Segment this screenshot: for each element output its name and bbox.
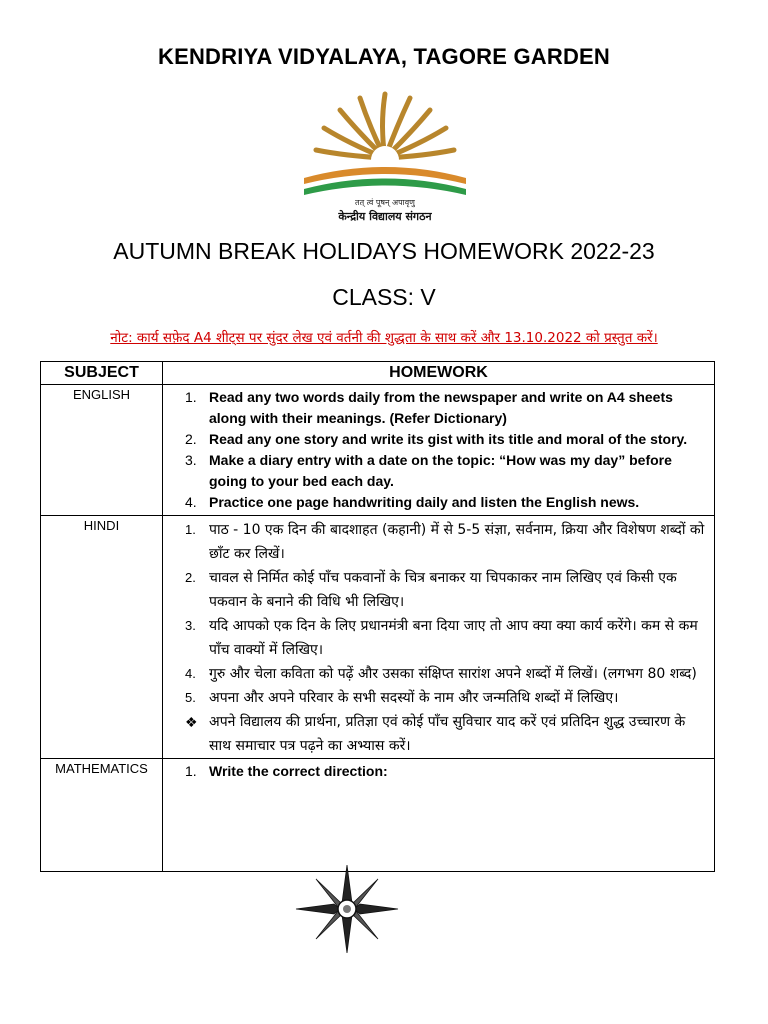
mathematics-homework-cell — [163, 759, 715, 872]
subject-mathematics: MATHEMATICS — [41, 759, 163, 872]
homework-column-header: HOMEWORK — [163, 362, 715, 385]
class-heading: CLASS: V — [332, 284, 436, 310]
list-item: 5. अपना और अपने परिवार के सभी सदस्यों के नाम और जन्मतिथि शब्दों में लिखिए। — [185, 690, 619, 706]
table-row — [41, 759, 715, 872]
list-item: 2. Read any one story and write its gist with its title and moral of the story. — [185, 431, 688, 447]
homework-table — [40, 361, 715, 872]
table-row — [41, 385, 715, 516]
list-item: 4. Practice one page handwriting daily and listen the English news. — [185, 494, 640, 510]
subject-column-header: SUBJECT — [41, 362, 163, 385]
table-header-row — [41, 362, 715, 385]
logo-motto: तत् त्वं पूषन् अपावृणु — [355, 198, 415, 207]
list-item: 4. गुरु और चेला कविता को पढ़ें और उसका संक्षिप्त सारांश अपने शब्दों में लिखें। (लगभग 80 शब्द) — [185, 666, 697, 682]
list-item: 3. यदि आपको एक दिन के लिए प्रधानमंत्री बना दिया जाए तो आप क्या क्या कार्य करेंगे। कम से कम पाँच वाक्यों में लिखिए। — [185, 618, 698, 658]
list-item: ❖ अपने विद्यालय की प्रार्थना, प्रतिज्ञा एवं कोई पाँच सुविचार याद करें एवं प्रतिदिन शुद्ध उच्चारण के साथ समाचार पत्र पढ़ने का अभ्यास करें। — [163, 710, 714, 758]
english-homework-cell — [163, 385, 715, 516]
list-item: 1. Write the correct direction: — [185, 763, 388, 779]
homework-title: AUTUMN BREAK HOLIDAYS HOMEWORK 2022-23 — [113, 238, 655, 264]
list-item: 3. Make a diary entry with a date on the topic: “How was my day” before going to your bed each day. — [185, 452, 672, 489]
list-item: 1. Read any two words daily from the newspaper and write on A4 sheets along with their meanings. (Refer Dictionary) — [185, 389, 673, 426]
logo-green-band — [304, 179, 466, 196]
compass-rose-icon — [294, 863, 400, 955]
school-name: KENDRIYA VIDYALAYA, TAGORE GARDEN — [158, 44, 610, 69]
hindi-note: नोट: कार्य सफ़ेद A4 शीट्स पर सुंदर लेख एवं वर्तनी की शुद्धता के साथ करें और 13.10.2022 को प्रस्तुत करें। — [110, 330, 658, 346]
list-item: 2. चावल से निर्मित कोई पाँच पकवानों के चित्र बनाकर या चिपकाकर नाम लिखिए एवं किसी एक पकवान के बनाने की विधि भी लिखिए। — [185, 570, 677, 610]
logo-organisation-name: केन्द्रीय विद्यालय संगठन — [338, 210, 432, 223]
subject-english: ENGLISH — [41, 385, 163, 516]
diamond-bullet-icon: ❖ — [185, 714, 198, 730]
list-item: 1. पाठ - 10 एक दिन की बादशाहत (कहानी) में से 5-5 संज्ञा, सर्वनाम, क्रिया और विशेषण शब्दों को छाँट कर लिखें। — [185, 522, 705, 562]
hindi-homework-cell — [163, 516, 715, 759]
subject-hindi: HINDI — [41, 516, 163, 759]
table-row — [41, 516, 715, 759]
